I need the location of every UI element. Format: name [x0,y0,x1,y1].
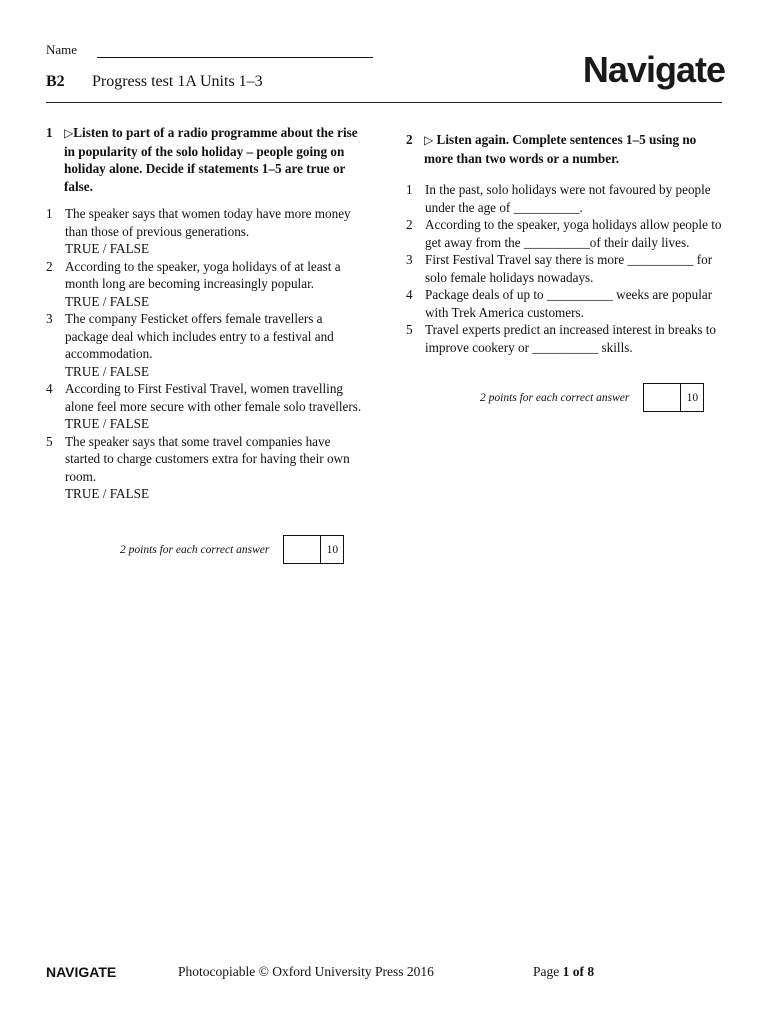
sentence-text[interactable]: In the past, solo holidays were not favoured by people under the age of __________. [425,182,711,215]
sentence-text[interactable]: Package deals of up to __________ weeks are popular with Trek America customers. [425,287,713,320]
section-1 [46,124,366,503]
list-item: 5 Travel experts predict an increased interest in breaks to improve cookery or __________ skills. [406,321,722,356]
header-divider [46,102,722,103]
section-1-instruction-text: Listen to part of a radio programme about the rise in popularity of the solo holiday – people going on holiday alone. Decide if statements 1–5 are true or false. [64,125,358,194]
page-indicator [533,964,594,980]
score-total: 10 [326,543,339,556]
score-blank[interactable] [284,536,321,563]
list-item: 3 First Festival Travel say there is more __________ for solo female holidays nowadays. [406,251,722,286]
page-total: 8 [587,964,595,979]
section-2-number: 2 [406,132,413,147]
statement-text: According to First Festival Travel, women travelling alone feel more secure with other female solo travellers. [65,381,362,414]
section-2-instruction [406,131,722,167]
list-item: 2 According to the speaker, yoga holidays allow people to get away from the __________of their daily lives. [406,217,722,250]
level-label: B2 [46,73,65,90]
list-item: 4 Package deals of up to __________ weeks are popular with Trek America customers. [406,286,722,321]
play-triangle-icon: ▷ [424,133,434,147]
test-title: Progress test 1A Units 1–3 [92,73,263,90]
section-2-list [406,181,722,356]
true-false-option[interactable]: TRUE / FALSE [65,363,150,379]
section-1-scoring [120,535,344,564]
statement-text: The company Festicket offers female travellers a package deal which includes entry to a festival and accommodation. [65,311,334,361]
section-2 [406,131,722,356]
section-1-instruction [46,124,366,195]
score-box [283,535,344,564]
page-word: Page [533,964,560,979]
section-1-number: 1 [46,125,53,140]
statement-text: According to the speaker, yoga holidays of at least a month long are becoming increasingly popular. [65,258,341,291]
score-total: 10 [686,391,699,404]
list-item: 4 According to First Festival Travel, women travelling alone feel more secure with other female solo travellers. TRUE / FALSE [46,380,366,433]
sentence-text[interactable]: First Festival Travel say there is more __________ for solo female holidays nowadays. [425,252,713,285]
list-item: 5 The speaker says that some travel companies have started to charge customers extra for having their own room. TRUE / FALSE [46,433,366,503]
footer-brand: NAVIGATE [46,964,117,980]
section-1-list [46,205,366,503]
page-of: of [572,964,584,979]
true-false-option[interactable]: TRUE / FALSE [65,416,150,431]
list-item: 1 The speaker says that women today have more money than those of previous generations. TRUE / FALSE [46,205,366,258]
name-field [46,42,373,58]
true-false-option[interactable]: TRUE / FALSE [65,486,150,501]
section-2-scoring [480,383,704,412]
points-note: 2 points for each correct answer [480,391,630,404]
section-2-instruction-text: Listen again. Complete sentences 1–5 using no more than two words or a number. [424,132,697,166]
list-item: 1 In the past, solo holidays were not favoured by people under the age of __________. [406,181,722,216]
sentence-text[interactable]: Travel experts predict an increased interest in breaks to improve cookery or __________ skills. [425,322,717,355]
list-item: 3 The company Festicket offers female travellers a package deal which includes entry to a festival and accommodation. TRUE / FALSE [46,310,366,380]
name-blank-line[interactable] [97,43,373,58]
points-note: 2 points for each correct answer [120,543,270,556]
statement-text: The speaker says that some travel companies have started to charge customers extra for having their own room. [65,433,350,484]
true-false-option[interactable]: TRUE / FALSE [65,241,150,256]
footer-copyright: Photocopiable © Oxford University Press 2016 [178,964,434,979]
play-triangle-icon: ▷ [64,126,74,140]
score-box [643,383,704,412]
navigate-logo: Navigate [582,49,725,90]
score-blank[interactable] [644,384,681,411]
true-false-option[interactable]: TRUE / FALSE [65,293,150,309]
page-current: 1 [562,964,570,979]
sentence-text[interactable]: According to the speaker, yoga holidays allow people to get away from the __________of their daily lives. [425,217,722,250]
name-label: Name [46,42,78,57]
list-item: 2 According to the speaker, yoga holidays of at least a month long are becoming increasingly popular. TRUE / FALSE [46,258,366,311]
statement-text: The speaker says that women today have more money than those of previous generations. [65,206,351,239]
